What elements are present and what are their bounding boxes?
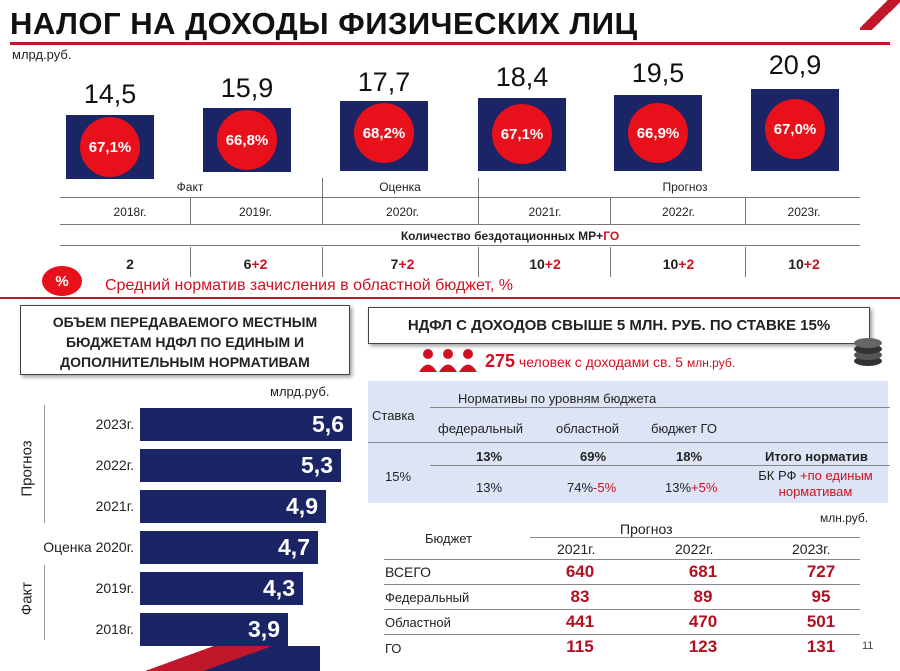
- budget-value: 441: [565, 612, 595, 631]
- percent-circle: 67,1%: [492, 104, 552, 164]
- divider: [384, 634, 860, 635]
- bar-value-label: 5,3: [301, 452, 333, 478]
- percent-circle: 68,2%: [354, 103, 414, 163]
- budget-row-name: Областной: [385, 615, 451, 630]
- year-label: 2023г.: [787, 205, 821, 219]
- divider: [60, 197, 860, 198]
- bar-value-label: 3,9: [248, 616, 280, 642]
- divider: [745, 197, 746, 224]
- people-icon: [418, 347, 478, 378]
- count-value: 10+2: [529, 256, 561, 272]
- budget-value: 115: [566, 637, 594, 656]
- norm-fed-2: 13%: [476, 480, 503, 495]
- budget-unit: млн.руб.: [820, 511, 869, 525]
- bar: [140, 449, 341, 482]
- divider: [610, 247, 611, 277]
- percent-circle: 67,1%: [80, 117, 140, 177]
- bar: [140, 408, 352, 441]
- budget-value: 640: [565, 562, 595, 581]
- page-number: 11: [862, 640, 874, 652]
- value-square: [203, 108, 291, 172]
- year-label: 2018г.: [113, 205, 147, 219]
- year-label: 2019г.: [239, 205, 272, 219]
- avg-norm-caption: Средний норматив зачисления в областной бюджет, %: [105, 277, 514, 294]
- top-value: 20,9: [768, 50, 822, 80]
- group-fact: Факт: [176, 180, 204, 194]
- bar-category-label: 2021г.: [95, 498, 134, 514]
- right-section-title: НДФЛ С ДОХОДОВ СВЫШЕ 5 МЛН. РУБ. ПО СТАВКЕ 15%: [368, 307, 870, 344]
- norm-obl: 69%: [580, 449, 607, 464]
- bar: [140, 572, 303, 605]
- year-label: 2020г.: [386, 205, 419, 219]
- value-square: [340, 101, 428, 171]
- col-go: бюджет ГО: [651, 421, 717, 436]
- value-square: [66, 115, 154, 179]
- divider: [478, 247, 479, 277]
- percent-circle: 67,0%: [765, 99, 825, 159]
- divider: [60, 224, 860, 225]
- divider: [610, 197, 611, 224]
- bar-value-label: 4,9: [286, 493, 318, 519]
- year-label: 2022г.: [662, 205, 695, 219]
- title-underline: [10, 42, 890, 45]
- count-header: Количество бездотационных МР+ГО: [400, 229, 620, 243]
- divider: [190, 247, 191, 277]
- budget-value: 470: [688, 612, 718, 631]
- bar-value-label: 5,6: [312, 411, 344, 437]
- bar: [140, 531, 318, 564]
- bar-category-label: 2023г.: [95, 416, 134, 432]
- divider: [368, 442, 888, 443]
- col-regional: областной: [556, 421, 620, 436]
- value-square: [478, 98, 566, 171]
- norm-go: 18%: [676, 449, 703, 464]
- divider: [430, 407, 890, 408]
- group-estimate: Оценка: [379, 180, 421, 194]
- year-label: 2021г.: [528, 205, 562, 219]
- budget-year: 2023г.: [792, 541, 831, 557]
- value-square: [751, 89, 839, 171]
- bar-value-label: 4,7: [278, 534, 310, 560]
- bar-value-label: 4,3: [263, 575, 295, 601]
- norm-obl-2: 74%-5%: [567, 480, 617, 495]
- bar-category-label: Оценка 2020г.: [43, 539, 134, 555]
- section-divider: [0, 297, 900, 299]
- norm-fed: 13%: [476, 449, 503, 464]
- top-value: 14,5: [83, 79, 137, 109]
- left-section-title: ОБЪЕМ ПЕРЕДАВАЕМОГО МЕСТНЫМ БЮДЖЕТАМ НДФЛ ПО ЕДИНЫМ И ДОПОЛНИТЕЛЬНЫМ НОРМАТИВАМ: [20, 305, 350, 375]
- budget-value: 123: [688, 637, 718, 656]
- side-label-fact: Факт: [18, 581, 36, 616]
- bar-category-label: 2022г.: [95, 457, 134, 473]
- coins-icon: [848, 333, 888, 374]
- bottom-decoration: [0, 646, 320, 671]
- top-value: 15,9: [220, 73, 274, 103]
- divider: [430, 465, 890, 466]
- rate-value: 15%: [385, 469, 412, 484]
- divider: [384, 584, 860, 585]
- side-label-forecast: Прогноз: [18, 440, 36, 497]
- chart-unit: млрд.руб.: [270, 384, 330, 399]
- norms-header: Нормативы по уровням бюджета: [458, 391, 657, 406]
- divider: [322, 247, 323, 277]
- budget-value: 83: [570, 587, 590, 606]
- bar: [140, 490, 326, 523]
- budget-row-name: ГО: [385, 641, 402, 656]
- divider: [530, 537, 860, 538]
- budget-value: 131: [806, 637, 836, 656]
- page-title: НАЛОГ НА ДОХОДЫ ФИЗИЧЕСКИХ ЛИЦ: [10, 6, 638, 41]
- percent-icon: %: [42, 266, 82, 296]
- top-value: 18,4: [495, 62, 549, 92]
- divider: [745, 247, 746, 277]
- norm-total: Итого норматив: [765, 449, 868, 464]
- divider: [384, 559, 860, 560]
- col-federal: федеральный: [438, 421, 524, 436]
- budget-row-name: Федеральный: [385, 590, 470, 605]
- count-value: 10+2: [662, 256, 695, 272]
- count-value: 7+2: [390, 256, 415, 272]
- bar: [140, 613, 288, 646]
- budget-value: 727: [806, 562, 836, 581]
- budget-forecast: Прогноз: [620, 521, 673, 537]
- budget-value: 95: [811, 587, 831, 606]
- budget-year: 2021г.: [557, 541, 596, 557]
- bar-category-label: 2018г.: [95, 621, 134, 637]
- percent-circle: 66,8%: [217, 110, 277, 170]
- budget-year: 2022г.: [675, 541, 714, 557]
- norm-total-2: БК РФ +по единым нормативам: [758, 468, 873, 499]
- budget-value: 89: [693, 587, 713, 606]
- budget-col-label: Бюджет: [425, 531, 473, 546]
- percent-circle: 66,9%: [628, 103, 688, 163]
- divider: [384, 609, 860, 610]
- rate-label: Ставка: [372, 408, 415, 423]
- count-value: 2: [126, 256, 134, 272]
- count-value: 6+2: [243, 256, 268, 272]
- budget-value: 681: [688, 562, 718, 581]
- divider: [478, 178, 479, 224]
- divider: [190, 197, 191, 224]
- norm-go-2: 13%+5%: [665, 480, 718, 495]
- top-value: 17,7: [357, 67, 411, 97]
- budget-row-name: ВСЕГО: [385, 564, 432, 580]
- divider: [60, 245, 860, 246]
- group-forecast: Прогноз: [662, 180, 708, 194]
- people-caption: 275 человек с доходами св. 5 млн.руб.: [485, 351, 736, 371]
- top-value: 19,5: [631, 58, 685, 88]
- count-value: 10+2: [788, 256, 820, 272]
- corner-decoration: [860, 0, 900, 30]
- divider: [322, 178, 323, 224]
- budget-value: 501: [806, 612, 836, 631]
- bar-category-label: 2019г.: [95, 580, 134, 596]
- value-square: [614, 95, 702, 171]
- unit-label: млрд.руб.: [12, 47, 72, 62]
